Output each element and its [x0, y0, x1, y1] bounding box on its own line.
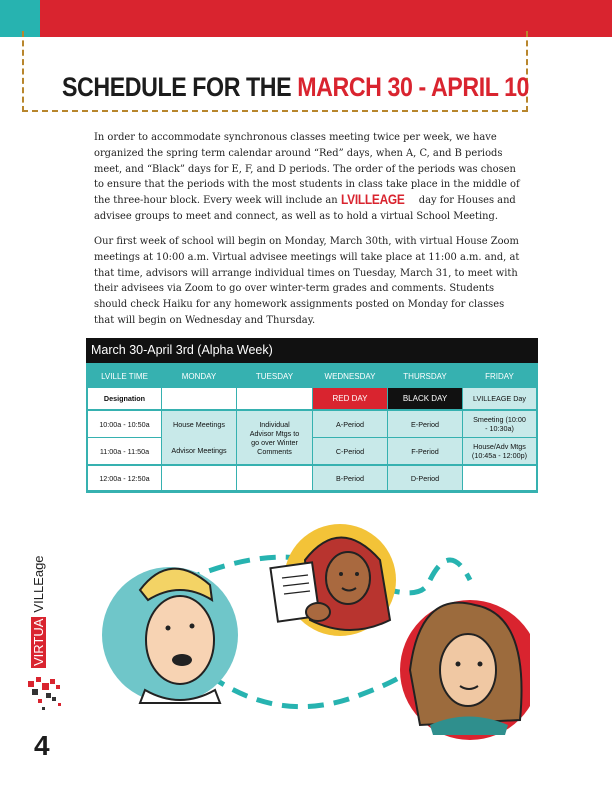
black-day-badge: BLACK DAY — [388, 388, 462, 409]
page-number: 4 — [34, 730, 50, 761]
designation-label: Designation — [88, 388, 161, 409]
col-header-monday: MONDAY — [181, 371, 217, 381]
monday-slot-3 — [162, 466, 236, 490]
lvilleage-day-badge: LVILLEAGE Day — [463, 388, 536, 409]
friday-house-adv-meetings: House/Adv Mtgs (10:45a - 12:00p) — [463, 438, 536, 464]
monday-advisor-meetings: Advisor Meetings — [171, 446, 227, 456]
thursday-f-period: F-Period — [388, 438, 462, 464]
title-black-part: SCHEDULE FOR THE — [62, 72, 298, 102]
col-header-wednesday: WEDNESDAY — [324, 371, 376, 381]
col-header-friday: FRIDAY — [485, 371, 514, 381]
time-slot-3: 12:00a - 12:50a — [88, 466, 161, 490]
designation-tuesday — [237, 388, 312, 409]
thursday-e-period: E-Period — [388, 411, 462, 437]
col-header-time: LVILLE TIME — [101, 371, 148, 381]
boy-portrait — [102, 567, 238, 703]
title-red-part: MARCH 30 - APRIL 10 — [297, 72, 530, 102]
schedule-title: March 30-April 3rd (Alpha Week) — [86, 338, 538, 363]
friday-smeeting: Smeeting (10:00 - 10:30a) — [463, 411, 536, 437]
wednesday-c-period: C-Period — [313, 438, 387, 464]
time-slot-2: 11:00a - 11:50a — [88, 438, 161, 464]
designation-monday — [162, 388, 236, 409]
thursday-d-period: D-Period — [388, 466, 462, 490]
monday-house-meetings: House Meetings — [173, 419, 225, 429]
col-header-thursday: THURSDAY — [403, 371, 447, 381]
brand-tag: VIRTUA — [31, 618, 46, 666]
red-day-badge: RED DAY — [313, 388, 387, 409]
tuesday-advisor-cell: Individual Advisor Mtgs to go over Winter Comments — [237, 411, 312, 464]
wednesday-a-period: A-Period — [313, 411, 387, 437]
wednesday-b-period: B-Period — [313, 466, 387, 490]
lvilleage-inline-logo: LVILLEAGE — [340, 191, 405, 208]
pixel-scatter-graphic — [22, 675, 68, 717]
time-slot-1: 10:00a - 10:50a — [88, 411, 161, 437]
tuesday-slot-3 — [237, 466, 312, 490]
virtuavilleage-vertical-brand — [31, 555, 46, 668]
col-header-tuesday: TUESDAY — [255, 371, 294, 381]
first-week-paragraph: Our first week of school will begin on Monday, March 30th, with virtual House Zoom meetings at 10:00 a.m. Virtual advisee meetings will take place at 11:00 a.m. and, at that time, advisors will arrange individual times on Tuesday, March 31, to meet with their advisees via Zoom to go over winter-term grades and comments. Students should check Haiku for any homework assignments posted on Monday for classes that will begin on Wednesday and Thursday. — [94, 236, 520, 326]
people-illustration — [100, 520, 530, 750]
intro-paragraph — [94, 130, 520, 225]
intro-text-start: In order to accommodate synchronous classes meeting twice per week, we have organized the spring term calendar around “Red” days, when A, C, and B periods meet, and “Black” days for E, F, and D periods. The order of the periods was chosen to ensure that the periods with the most students in class take place in the middle of the three-hour block. Every week will include an — [94, 132, 520, 207]
page-title — [62, 72, 529, 103]
monday-meetings-cell — [162, 411, 236, 464]
woman-portrait — [400, 600, 530, 740]
schedule-table — [86, 338, 538, 493]
intro-text-end: day for Houses and advisee groups to meet and connect, as well as to hold a virtual School Meeting. — [94, 195, 516, 222]
friday-slot-3 — [463, 466, 536, 490]
girl-hijab-portrait — [270, 524, 396, 636]
brand-rest: VILLEage — [31, 555, 46, 613]
